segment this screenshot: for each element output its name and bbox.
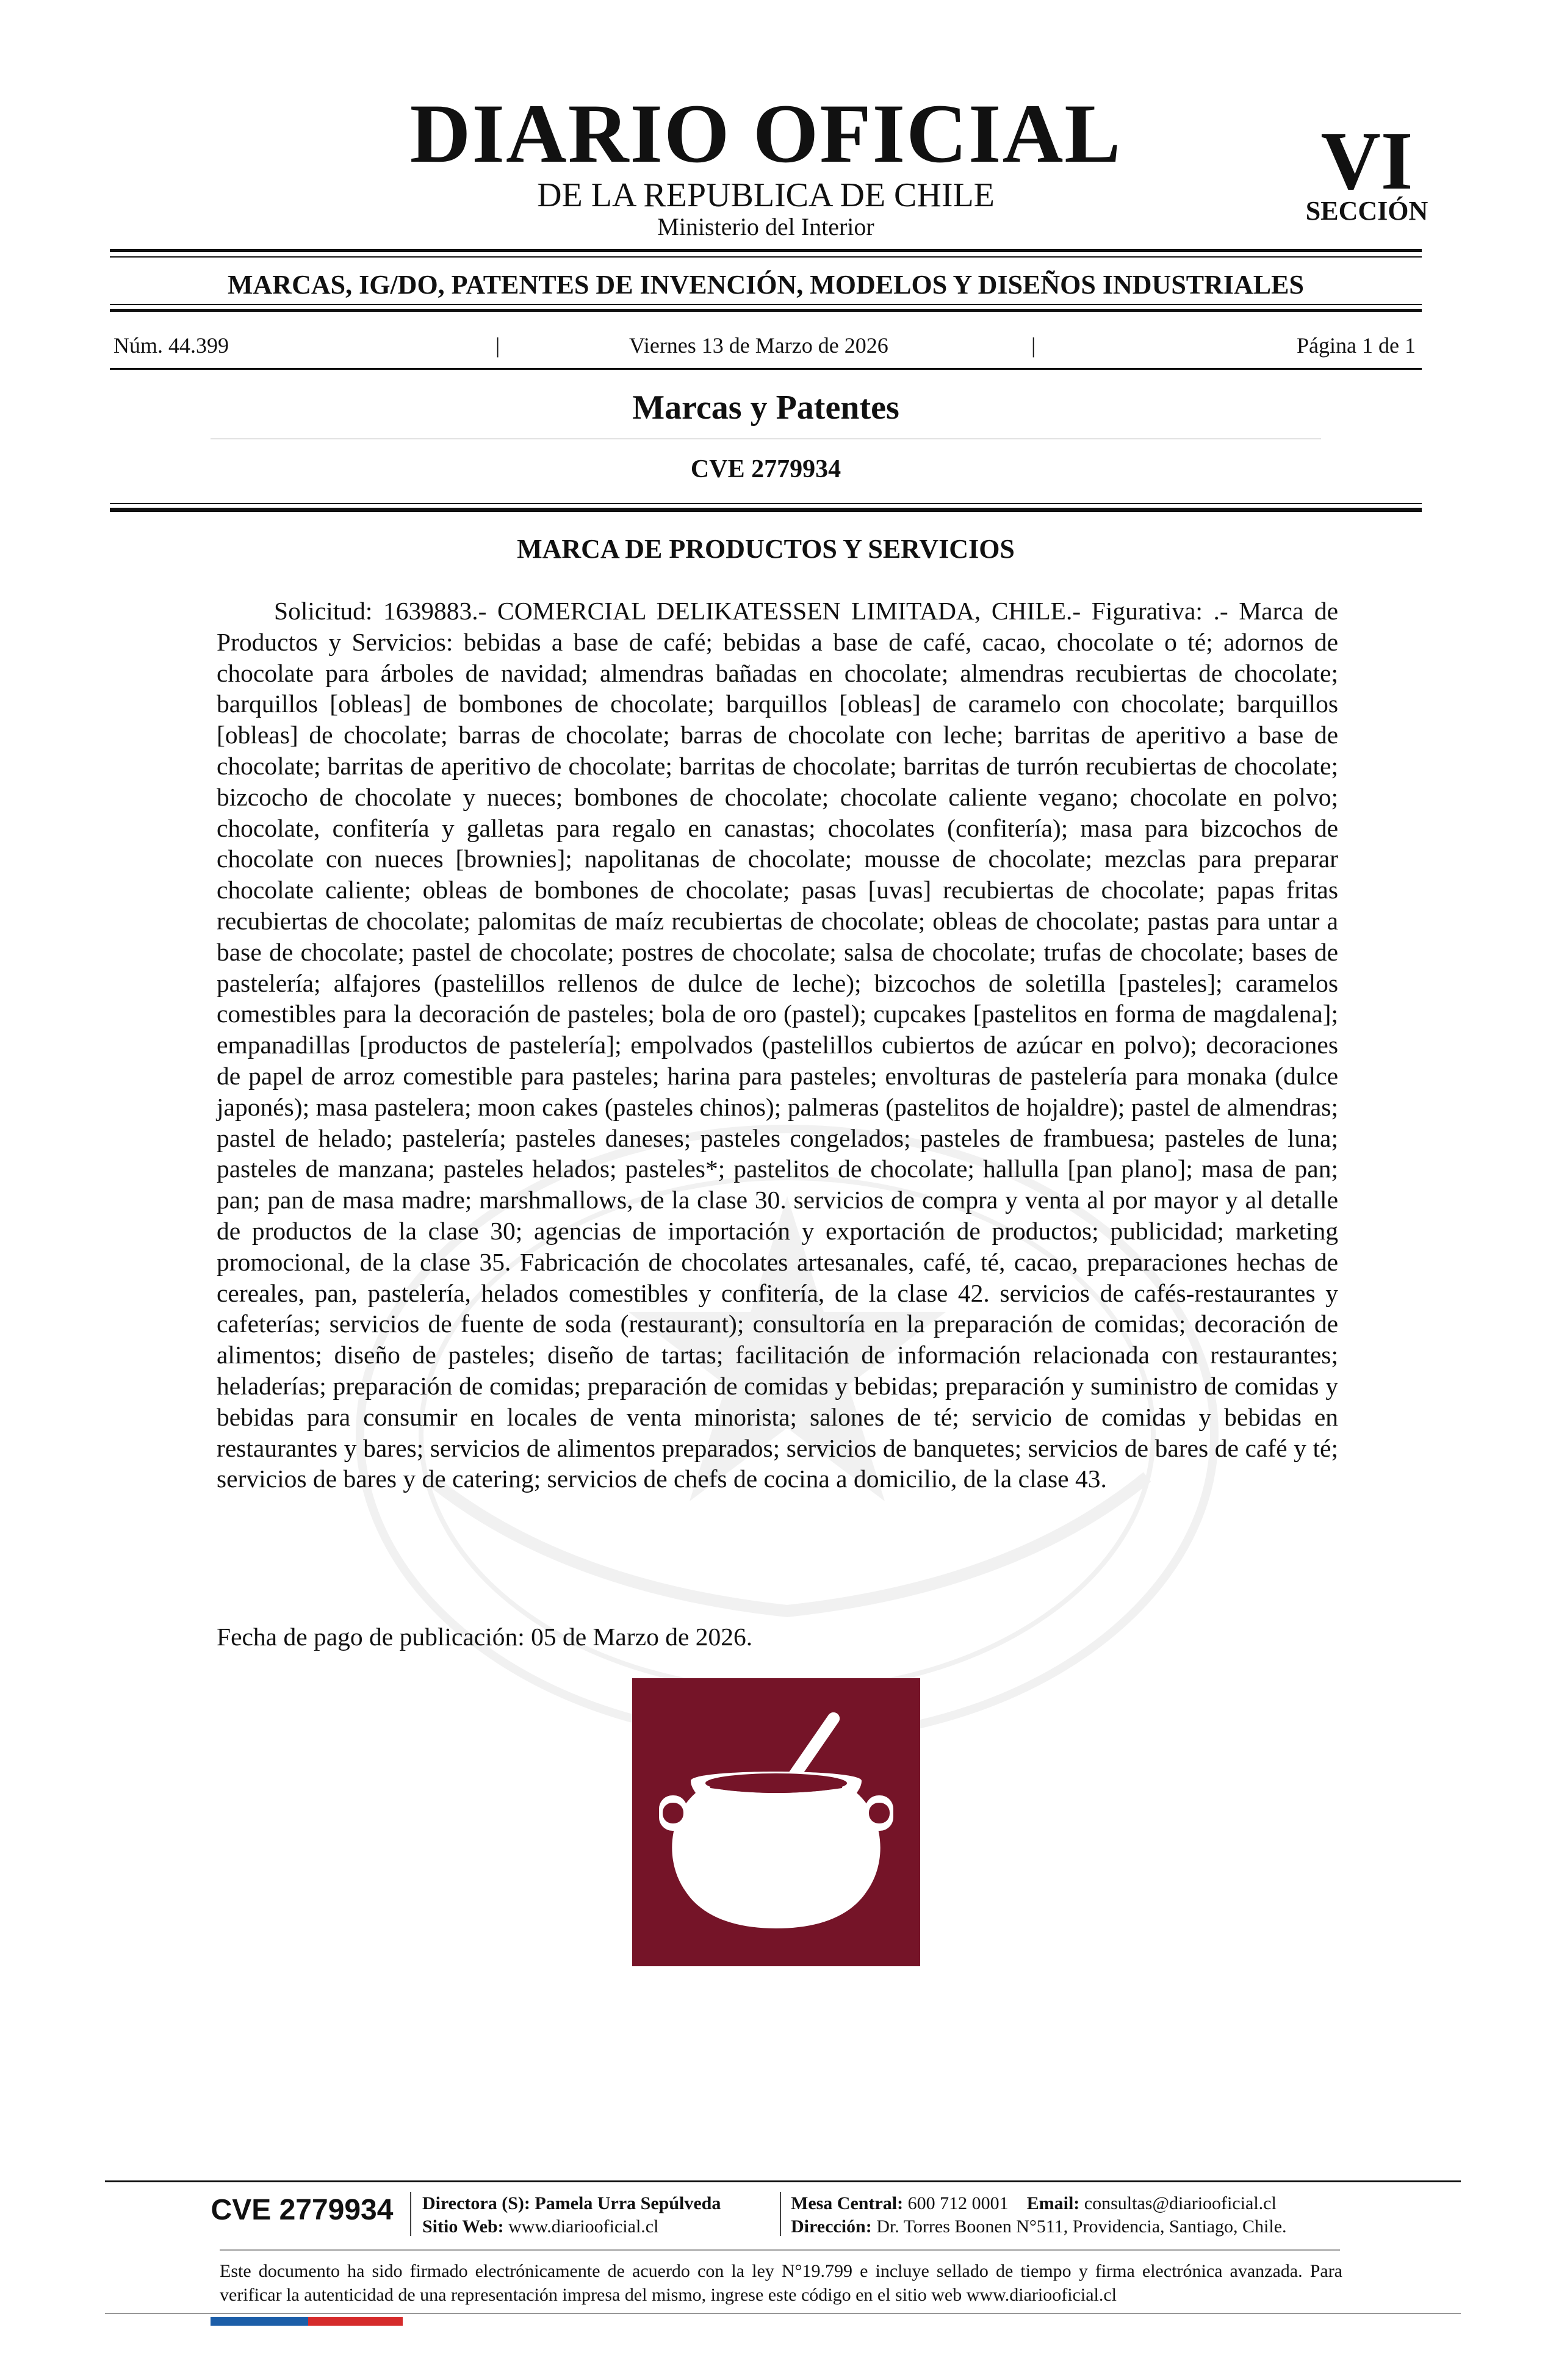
cooking-pot-icon	[632, 1678, 920, 1966]
rule-cve-thin	[110, 503, 1422, 504]
flag-stripe-blue	[211, 2317, 308, 2326]
heading-underline	[211, 438, 1321, 439]
footer-director-block	[422, 2192, 788, 2238]
address-value: Dr. Torres Boonen N°511, Providencia, Santiago, Chile.	[876, 2216, 1287, 2237]
masthead-subtitle: DE LA REPUBLICA DE CHILE	[537, 176, 995, 214]
rule-top-thin	[110, 256, 1422, 258]
rule-mid-thin	[110, 304, 1422, 305]
issue-number: Núm. 44.399	[113, 333, 229, 358]
web-label: Sitio Web:	[422, 2216, 504, 2237]
masthead-title: DIARIO OFICIAL	[409, 87, 1122, 180]
section-label: SECCIÓN	[1305, 196, 1428, 226]
issue-page: Página 1 de 1	[1297, 333, 1416, 358]
legal-notice: Este documento ha sido firmado electrónicamente de acuerdo con la ley N°19.799 e incluye sellado de tiempo y firma electrónica avanzada. Para verificar la autenticidad de una representación impresa del mismo, ingrese este código en el sitio web www.diariooficial.cl	[220, 2261, 1342, 2305]
footer-cve-code: CVE 2779934	[211, 2194, 394, 2226]
rule-cve-thick	[110, 508, 1422, 512]
masthead-ministry: Ministerio del Interior	[657, 213, 874, 240]
footer-rule-bottom	[105, 2313, 1461, 2314]
phone-value: 600 712 0001	[907, 2193, 1009, 2213]
email-link[interactable]: consultas@diariooficial.cl	[1084, 2193, 1277, 2213]
category-bar: MARCAS, IG/DO, PATENTES DE INVENCIÓN, MODELOS Y DISEÑOS INDUSTRIALES	[228, 270, 1304, 300]
section-heading: MARCA DE PRODUCTOS Y SERVICIOS	[517, 534, 1015, 564]
director-name: Pamela Urra Sepúlveda	[535, 2193, 721, 2213]
email-label: Email:	[1026, 2193, 1080, 2213]
payment-date: Fecha de pago de publicación: 05 de Marzo de 2026.	[217, 1623, 753, 1651]
rule-mid-thick	[110, 309, 1422, 312]
footer-divider	[780, 2192, 781, 2236]
footer-rule-top	[105, 2180, 1461, 2182]
rule-meta-bottom	[110, 368, 1422, 370]
website-link[interactable]: www.diariooficial.cl	[508, 2216, 659, 2237]
meta-separator: |	[1031, 333, 1036, 358]
footer-rule-mid	[220, 2249, 1340, 2251]
address-label: Dirección:	[791, 2216, 872, 2237]
phone-label: Mesa Central:	[791, 2193, 904, 2213]
director-label: Directora (S):	[422, 2193, 530, 2213]
flag-stripe-red	[308, 2317, 403, 2326]
body-text: Solicitud: 1639883.- COMERCIAL DELIKATESSEN LIMITADA, CHILE.- Figurativa: .- Marca de Productos y Servicios: bebidas a base de café; bebidas a base de café, cacao, chocolate o té; adornos de chocolate para árboles de navidad; almendras bañadas en chocolate; almendras recubiertas de chocolate; barquillos [obleas] de bombones de chocolate; barquillos [obleas] de caramelo con chocolate; barquillos [obleas] de chocolate; barras de chocolate; barras de chocolate con leche; barritas de aperitivo a base de chocolate; barritas de aperitivo de chocolate; barritas de chocolate; barritas de turrón recubiertas de chocolate; bizcocho de chocolate y nueces; bombones de chocolate; chocolate caliente vegano; chocolate en polvo; chocolate, confitería y galletas para regalo en canastas; chocolates (confitería); masa para bizcochos de chocolate con nueces [brownies]; napolitanas de chocolate; mousse de chocolate; mezclas para preparar chocolate caliente; obleas de bombones de chocolate; pasas [uvas] recubiertas de chocolate; papas fritas recubiertas de chocolate; palomitas de maíz recubiertas de chocolate; obleas de chocolate; pastas para untar a base de chocolate; pastel de chocolate; postres de chocolate; salsa de chocolate; trufas de chocolate; bases de pastelería; alfajores (pastelillos rellenos de dulce de leche); bizcochos de soletilla [pasteles]; caramelos comestibles para la decoración de pasteles; bola de oro (pastel); cupcakes [pastelitos en forma de magdalena]; empanadillas [productos de pastelería]; empolvados (pastelillos cubiertos de azúcar en polvo); decoraciones de papel de arroz comestible para pasteles; harina para pasteles; envolturas de pastelería para monaka (dulce japonés); masa pastelera; moon cakes (pasteles chinos); palmeras (pastelitos de hojaldre); pastel de almendras; pastel de helado; pastelería; pasteles daneses; pasteles congelados; pasteles de frambuesa; pasteles de luna; pasteles de manzana; pasteles helados; pasteles*; pastelitos de chocolate; hallulla [pan plano]; masa de pan; pan; pan de masa madre; marshmallows, de la clase 30. servicios de compra y venta al por mayor y al detalle de productos de la clase 30; agencias de importación y exportación de productos; publicidad; marketing promocional, de la clase 35. Fabricación de chocolates artesanales, café, té, cacao, preparaciones hechas de cereales, pan, pastelería, helados comestibles y confitería, de la clase 42. servicios de cafés-restaurantes y cafeterías; servicios de fuente de soda (restaurant); consultoría en la preparación de comidas; decoración de alimentos; diseño de pasteles; diseño de tartas; facilitación de información relacionada con restaurantes; heladerías; preparación de comidas; preparación de comidas y bebidas; preparación y suministro de comidas y bebidas para consumir en locales de venta minorista; salones de té; servicio de comidas y bebidas en restaurantes y bares; servicios de alimentos preparados; servicios de banquetes; servicios de bares de café y té; servicios de bares y de catering; servicios de chefs de cocina a domicilio, de la clase 43.	[217, 597, 1338, 1493]
page-heading: Marcas y Patentes	[632, 389, 899, 427]
footer-divider	[410, 2192, 411, 2236]
section-number: VI	[1320, 115, 1413, 207]
meta-separator: |	[495, 333, 500, 358]
cve-code: CVE 2779934	[690, 455, 841, 483]
issue-date: Viernes 13 de Marzo de 2026	[629, 333, 888, 358]
footer-contact-block	[791, 2192, 1371, 2238]
rule-top-thick	[110, 249, 1422, 252]
